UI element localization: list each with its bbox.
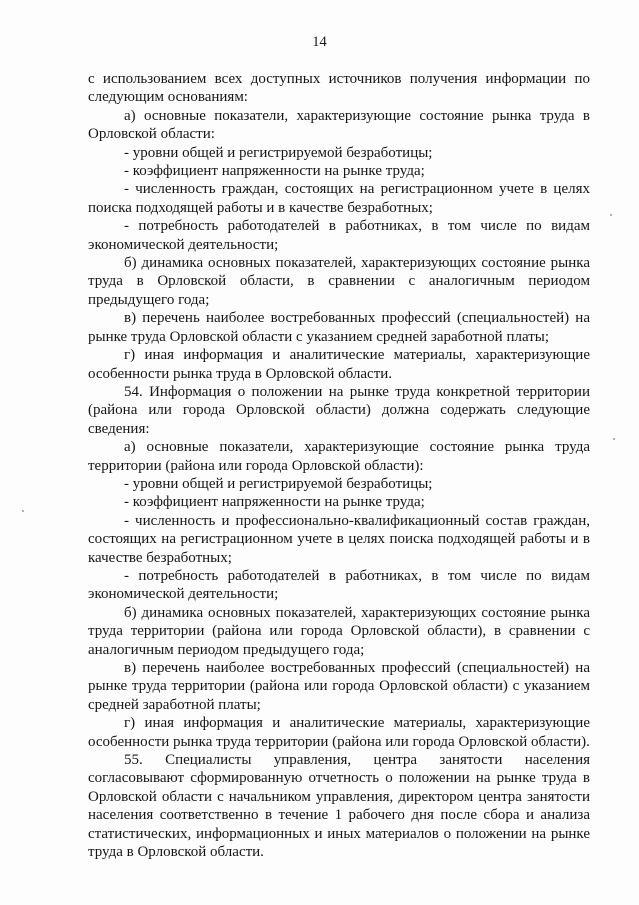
paragraph: - численность граждан, состоящих на регистрационном учете в целях поиска подходящей работы и в качестве безработных; — [88, 181, 590, 216]
paragraph: в) перечень наиболее востребованных профессий (специальностей) на рынке труда Орловской области с указанием средней заработной платы; — [88, 310, 590, 345]
page-number: 14 — [312, 34, 327, 50]
paragraph: с использованием всех доступных источников получения информации по следующим основаниям: — [88, 71, 590, 106]
paragraph: г) иная информация и аналитические материалы, характеризующие особенности рынка труда в Орловской области. — [88, 347, 590, 382]
paragraph: - коэффициент напряженности на рынке труда; — [124, 163, 425, 180]
paragraph: - потребность работодателей в работниках, в том числе по видам экономической деятельности; — [88, 567, 590, 603]
paragraph: - уровни общей и регистрируемой безработицы; — [124, 144, 433, 161]
paragraph: - численность и профессионально-квалификационный состав граждан, состоящих на регистрационном учете в целях поиска подходящей работы и в качестве безработных; — [88, 512, 590, 566]
scan-speck — [610, 214, 612, 216]
paragraph: - уровни общей и регистрируемой безработицы; — [124, 475, 433, 492]
paragraph: а) основные показатели, характеризующие состояние рынка труда территории (района или города Орловской области): — [88, 439, 590, 474]
paragraph: - коэффициент напряженности на рынке труда; — [124, 494, 425, 511]
scan-speck — [613, 438, 615, 440]
paragraph: б) динамика основных показателей, характеризующих состояние рынка труда в Орловской области, в сравнении с аналогичным периодом предыдущего года; — [88, 255, 590, 308]
paragraph: в) перечень наиболее востребованных профессий (специальностей) на рынке труда территории (района или города Орловской области) с указанием средней заработной платы; — [88, 660, 590, 713]
paragraph: - потребность работодателей в работниках, в том числе по видам экономической деятельности; — [88, 218, 590, 253]
document-body — [88, 70, 590, 861]
paragraph: а) основные показатели, характеризующие состояние рынка труда в Орловской области: — [88, 107, 590, 143]
paragraph: б) динамика основных показателей, характеризующих состояние рынка труда территории (района или города Орловской области), в сравнении с аналогичным периодом предыдущего года; — [88, 604, 590, 658]
paragraph: г) иная информация и аналитические материалы, характеризующие особенности рынка труда территории (района или города Орловской области). — [88, 715, 590, 750]
scan-speck — [22, 510, 24, 512]
paragraph: 55. Специалисты управления, центра занятости населения согласовывают сформированную отчетность о положении на рынке труда в Орловской области с начальником управления, директором центра занятости населения соответственно в течение 1 рабочего дня после сбора и анализа статистических, информационных и иных материалов о положении на рынке труда в Орловской области. — [88, 752, 590, 861]
paragraph: 54. Информация о положении на рынке труда конкретной территории (района или города Орловской области) должна содержать следующие сведения: — [88, 383, 590, 437]
